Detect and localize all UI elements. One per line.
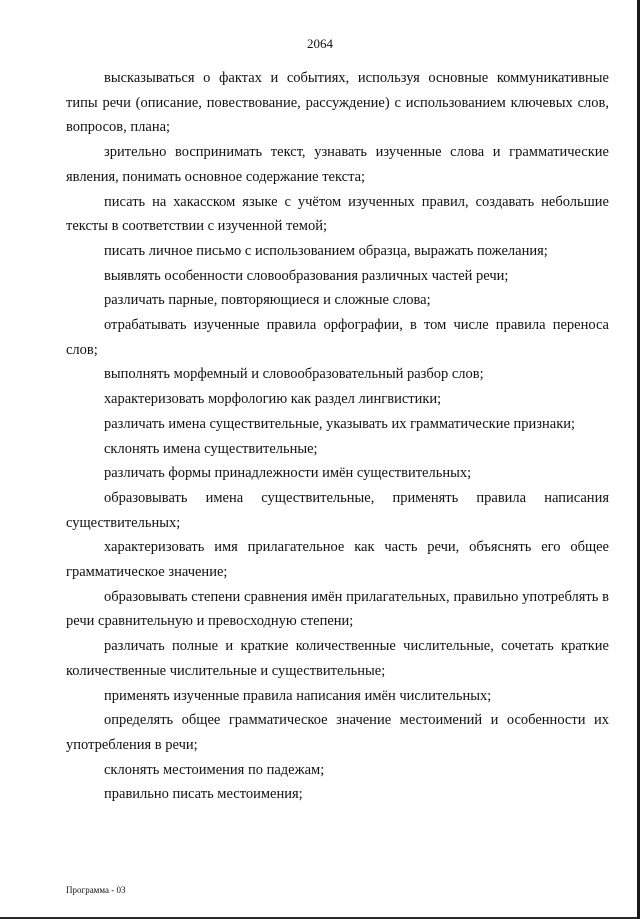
paragraph: выполнять морфемный и словообразовательный разбор слов;: [104, 366, 484, 383]
paragraph: образовывать степени сравнения имён прилагательных, правильно употреблять в речи сравнительную и превосходную степени;: [66, 588, 609, 630]
paragraph: различать полные и краткие количественные числительные, сочетать краткие количественные числительные и существительные;: [66, 638, 609, 679]
paragraph: склонять имена существительные;: [104, 440, 318, 457]
page-number: 2064: [307, 36, 333, 51]
paragraph: различать формы принадлежности имён существительных;: [104, 465, 472, 482]
paragraph: склонять местоимения по падежам;: [104, 761, 325, 778]
paragraph: применять изученные правила написания имён числительных;: [104, 687, 492, 704]
footer-code: Программа - 03: [66, 885, 126, 895]
body-text: [66, 66, 609, 807]
paragraph: высказываться о фактах и событиях, используя основные коммуникативные типы речи (описание, повествование, рассуждение) с использованием ключевых слов, вопросов, плана;: [66, 70, 609, 136]
paragraph: образовывать имена существительные, применять правила написания существительных;: [66, 489, 609, 531]
paragraph: зрительно воспринимать текст, узнавать изученные слова и грамматические явления, понимать основное содержание текста;: [66, 144, 609, 185]
paragraph: выявлять особенности словообразования различных частей речи;: [104, 267, 509, 284]
paragraph: различать имена существительные, указывать их грамматические признаки;: [104, 415, 576, 432]
paragraph: писать личное письмо с использованием образца, выражать пожелания;: [104, 242, 548, 259]
paragraph: отрабатывать изученные правила орфографии, в том числе правила переноса слов;: [66, 317, 609, 358]
paragraph: характеризовать имя прилагательное как часть речи, объяснять его общее грамматическое значение;: [66, 539, 609, 581]
paragraph: определять общее грамматическое значение местоимений и особенности их употребления в речи;: [66, 712, 609, 753]
paragraph: различать парные, повторяющиеся и сложные слова;: [104, 292, 431, 309]
paragraph: правильно писать местоимения;: [104, 786, 303, 803]
paragraph: характеризовать морфологию как раздел лингвистики;: [104, 391, 442, 408]
paragraph: писать на хакасском языке с учётом изученных правил, создавать небольшие тексты в соответствии с изученной темой;: [66, 193, 609, 235]
